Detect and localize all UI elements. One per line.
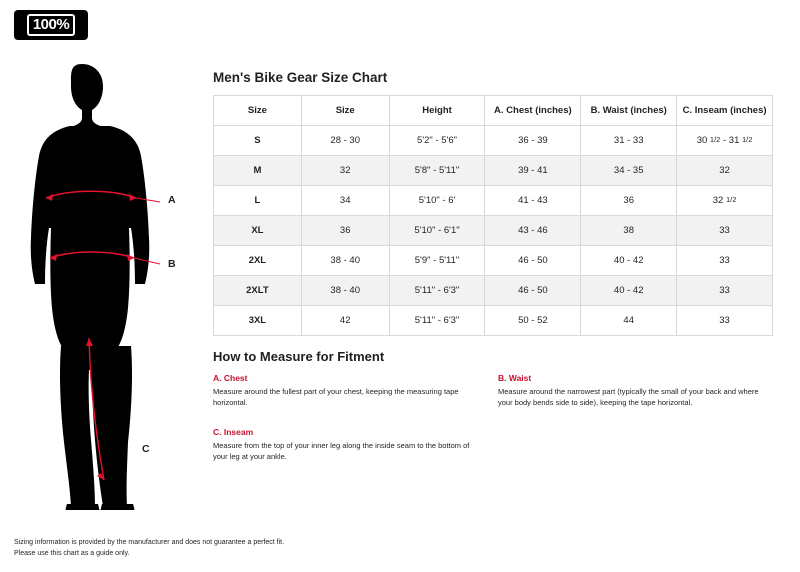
howto-section bbox=[213, 373, 775, 463]
cell-size: M bbox=[214, 156, 302, 186]
cell-value: 32 1/2 bbox=[677, 186, 773, 216]
cell-value: 38 bbox=[581, 216, 677, 246]
cell-value: 40 - 42 bbox=[581, 276, 677, 306]
cell-size: 3XL bbox=[214, 306, 302, 336]
cell-value: 34 bbox=[301, 186, 389, 216]
column-header-inseam: C. Inseam (inches) bbox=[677, 96, 773, 126]
cell-value: 5'9" - 5'11" bbox=[389, 246, 485, 276]
howto-text-inseam: Measure from the top of your inner leg along the inside seam to the bottom of your leg at your ankle. bbox=[213, 440, 470, 461]
cell-value: 5'10" - 6' bbox=[389, 186, 485, 216]
body-measurement-figure bbox=[20, 60, 200, 510]
cell-value: 33 bbox=[677, 306, 773, 336]
cell-value: 32 bbox=[677, 156, 773, 186]
cell-value: 46 - 50 bbox=[485, 276, 581, 306]
cell-value: 28 - 30 bbox=[301, 126, 389, 156]
chart-title: Men's Bike Gear Size Chart bbox=[213, 70, 388, 85]
table-header bbox=[214, 96, 773, 126]
cell-value: 31 - 33 bbox=[581, 126, 677, 156]
howto-title: How to Measure for Fitment bbox=[213, 349, 385, 364]
table-row bbox=[214, 126, 773, 156]
table-row bbox=[214, 246, 773, 276]
cell-value: 5'11" - 6'3" bbox=[389, 306, 485, 336]
cell-size: S bbox=[214, 126, 302, 156]
column-header-waist: B. Waist (inches) bbox=[581, 96, 677, 126]
table-header-row bbox=[214, 96, 773, 126]
cell-value: 36 bbox=[581, 186, 677, 216]
cell-value: 34 - 35 bbox=[581, 156, 677, 186]
size-chart-table bbox=[213, 95, 773, 336]
howto-text-waist: Measure around the narrowest part (typically the small of your back and where your body bends side to side), keeping the tape horizontal. bbox=[498, 387, 759, 407]
cell-value: 42 bbox=[301, 306, 389, 336]
cell-value: 33 bbox=[677, 276, 773, 306]
howto-heading-inseam: C. Inseam bbox=[213, 426, 254, 437]
cell-value: 5'8" - 5'11" bbox=[389, 156, 485, 186]
column-header-chest: A. Chest (inches) bbox=[485, 96, 581, 126]
cell-value: 39 - 41 bbox=[485, 156, 581, 186]
cell-value: 44 bbox=[581, 306, 677, 336]
cell-value: 30 1/2 - 31 1/2 bbox=[677, 126, 773, 156]
cell-value: 5'2" - 5'6" bbox=[389, 126, 485, 156]
cell-value: 33 bbox=[677, 216, 773, 246]
brand-logo-text: 100% bbox=[27, 14, 75, 36]
howto-item-chest bbox=[213, 373, 498, 409]
column-header-size-number: Size bbox=[301, 96, 389, 126]
table-row bbox=[214, 276, 773, 306]
cell-value: 32 bbox=[301, 156, 389, 186]
howto-heading-chest: A. Chest bbox=[213, 373, 248, 383]
footer-line-2: Please use this chart as a guide only. bbox=[14, 550, 130, 558]
howto-item-inseam bbox=[213, 427, 498, 463]
footer-disclaimer bbox=[14, 537, 284, 559]
figure-svg bbox=[20, 60, 200, 510]
figure-label-c: C bbox=[142, 443, 150, 455]
cell-size: 2XLT bbox=[214, 276, 302, 306]
cell-value: 46 - 50 bbox=[485, 246, 581, 276]
cell-value: 5'11" - 6'3" bbox=[389, 276, 485, 306]
howto-text-chest: Measure around the fullest part of your chest, keeping the measuring tape horizontal. bbox=[213, 387, 459, 407]
table-body bbox=[214, 126, 773, 336]
table-row bbox=[214, 156, 773, 186]
cell-value: 36 bbox=[301, 216, 389, 246]
cell-value: 43 - 46 bbox=[485, 216, 581, 246]
table-row bbox=[214, 216, 773, 246]
figure-label-b: B bbox=[168, 258, 176, 270]
cell-size: XL bbox=[214, 216, 302, 246]
cell-value: 41 - 43 bbox=[485, 186, 581, 216]
figure-label-a: A bbox=[168, 194, 176, 206]
footer-line-1: Sizing information is provided by the manufacturer and does not guarantee a perfect fit. bbox=[14, 539, 285, 546]
male-silhouette bbox=[31, 64, 150, 510]
cell-value: 5'10" - 6'1" bbox=[389, 216, 485, 246]
table-row bbox=[214, 186, 773, 216]
cell-size: L bbox=[214, 186, 302, 216]
cell-value: 38 - 40 bbox=[301, 246, 389, 276]
column-header-height: Height bbox=[389, 96, 485, 126]
howto-item-waist bbox=[498, 373, 775, 409]
table-row bbox=[214, 306, 773, 336]
cell-size: 2XL bbox=[214, 246, 302, 276]
cell-value: 50 - 52 bbox=[485, 306, 581, 336]
howto-heading-waist: B. Waist bbox=[498, 373, 532, 383]
cell-value: 40 - 42 bbox=[581, 246, 677, 276]
cell-value: 33 bbox=[677, 246, 773, 276]
brand-logo bbox=[14, 10, 88, 40]
cell-value: 36 - 39 bbox=[485, 126, 581, 156]
cell-value: 38 - 40 bbox=[301, 276, 389, 306]
column-header-size-letter: Size bbox=[214, 96, 302, 126]
